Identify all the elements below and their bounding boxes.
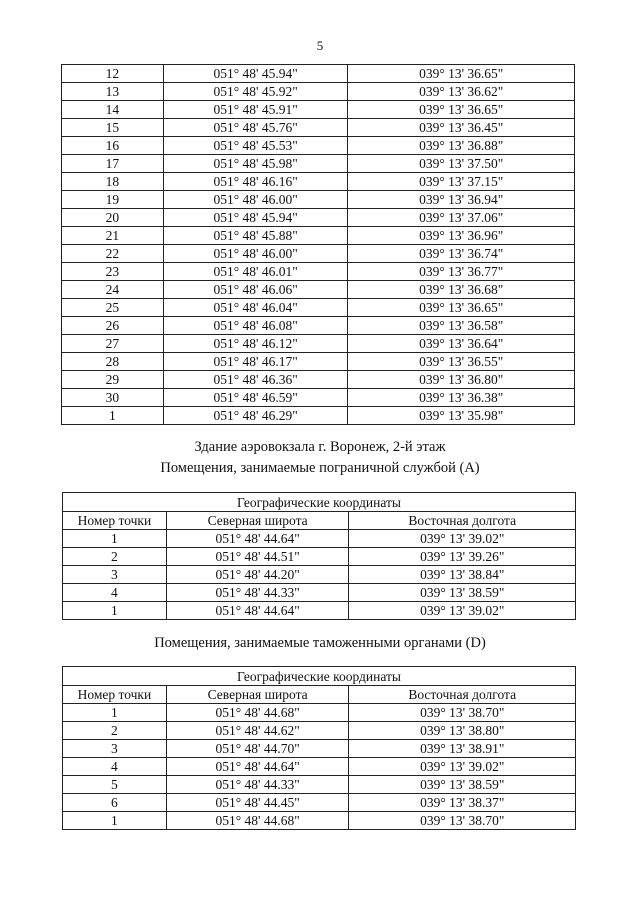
latitude-cell: 051° 48' 45.88" [163,227,348,245]
header-latitude: Северная широта [166,512,349,530]
longitude-cell: 039° 13' 36.68" [348,281,575,299]
table-row [62,281,575,299]
longitude-cell: 039° 13' 37.06" [348,209,575,227]
table-row [62,353,575,371]
latitude-cell: 051° 48' 46.04" [163,299,348,317]
table-row [62,371,575,389]
longitude-cell: 039° 13' 37.50" [348,155,575,173]
coordinates-table-border-service [62,492,576,620]
latitude-cell: 051° 48' 44.64" [166,602,349,620]
latitude-cell: 051° 48' 46.06" [163,281,348,299]
latitude-cell: 051° 48' 44.51" [166,548,349,566]
latitude-cell: 051° 48' 44.20" [166,566,349,584]
table-header-row [63,512,576,530]
table-body [63,667,576,830]
section-title: Здание аэровокзала г. Воронеж, 2-й этаж [194,439,446,455]
point-number-cell: 2 [63,548,167,566]
longitude-cell: 039° 13' 38.91" [349,740,576,758]
latitude-cell: 051° 48' 44.68" [166,812,349,830]
latitude-cell: 051° 48' 46.59" [163,389,348,407]
table-row [63,740,576,758]
longitude-cell: 039° 13' 36.45" [348,119,575,137]
point-number-cell: 26 [62,317,164,335]
longitude-cell: 039° 13' 36.96" [348,227,575,245]
table-header-row [63,686,576,704]
table-body [63,493,576,620]
longitude-cell: 039° 13' 36.65" [348,101,575,119]
table-row [63,812,576,830]
table-row [62,209,575,227]
table-group-header-row [63,667,576,686]
point-number-cell: 29 [62,371,164,389]
longitude-cell: 039° 13' 39.02" [349,530,576,548]
table-row [62,83,575,101]
header-point-number: Номер точки [63,686,167,704]
page-number: 5 [316,38,324,53]
latitude-cell: 051° 48' 44.70" [166,740,349,758]
table-row [63,602,576,620]
table-row [63,530,576,548]
table-row [62,263,575,281]
table-row [62,389,575,407]
coordinates-table-customs [62,666,576,830]
subsection-title-customs: Помещения, занимаемые таможенными органами (D) [154,635,486,651]
latitude-cell: 051° 48' 44.64" [166,530,349,548]
latitude-cell: 051° 48' 46.12" [163,335,348,353]
subsection-title-border-service: Помещения, занимаемые пограничной службой (A) [160,460,480,476]
latitude-cell: 051° 48' 45.94" [163,65,348,83]
header-latitude: Северная широта [166,686,349,704]
longitude-cell: 039° 13' 36.65" [348,299,575,317]
longitude-cell: 039° 13' 36.77" [348,263,575,281]
table-row [63,794,576,812]
longitude-cell: 039° 13' 36.80" [348,371,575,389]
latitude-cell: 051° 48' 44.33" [166,776,349,794]
header-point-number: Номер точки [63,512,167,530]
longitude-cell: 039° 13' 36.88" [348,137,575,155]
point-number-cell: 20 [62,209,164,227]
longitude-cell: 039° 13' 36.38" [348,389,575,407]
point-number-cell: 12 [62,65,164,83]
point-number-cell: 28 [62,353,164,371]
latitude-cell: 051° 48' 46.16" [163,173,348,191]
coordinates-table-continued [61,64,575,425]
table-row [63,704,576,722]
latitude-cell: 051° 48' 46.01" [163,263,348,281]
point-number-cell: 22 [62,245,164,263]
latitude-cell: 051° 48' 45.76" [163,119,348,137]
point-number-cell: 21 [62,227,164,245]
latitude-cell: 051° 48' 44.68" [166,704,349,722]
longitude-cell: 039° 13' 38.59" [349,584,576,602]
longitude-cell: 039° 13' 39.02" [349,758,576,776]
table-row [62,299,575,317]
point-number-cell: 15 [62,119,164,137]
table-row [62,407,575,425]
table-body [62,65,575,425]
table-row [62,335,575,353]
longitude-cell: 039° 13' 36.94" [348,191,575,209]
point-number-cell: 6 [63,794,167,812]
latitude-cell: 051° 48' 45.53" [163,137,348,155]
latitude-cell: 051° 48' 46.00" [163,245,348,263]
table-row [62,227,575,245]
table-row [62,173,575,191]
point-number-cell: 18 [62,173,164,191]
longitude-cell: 039° 13' 38.70" [349,812,576,830]
latitude-cell: 051° 48' 45.94" [163,209,348,227]
table-row [63,722,576,740]
table-row [62,137,575,155]
point-number-cell: 16 [62,137,164,155]
point-number-cell: 1 [63,704,167,722]
longitude-cell: 039° 13' 36.62" [348,83,575,101]
longitude-cell: 039° 13' 39.02" [349,602,576,620]
point-number-cell: 24 [62,281,164,299]
table-row [62,101,575,119]
latitude-cell: 051° 48' 44.64" [166,758,349,776]
point-number-cell: 1 [63,812,167,830]
table-row [62,65,575,83]
longitude-cell: 039° 13' 36.65" [348,65,575,83]
table-group-header-row [63,493,576,512]
point-number-cell: 13 [62,83,164,101]
header-longitude: Восточная долгота [349,512,576,530]
longitude-cell: 039° 13' 36.55" [348,353,575,371]
longitude-cell: 039° 13' 38.37" [349,794,576,812]
longitude-cell: 039° 13' 36.74" [348,245,575,263]
latitude-cell: 051° 48' 46.36" [163,371,348,389]
point-number-cell: 19 [62,191,164,209]
point-number-cell: 2 [63,722,167,740]
table-row [63,548,576,566]
table-row [62,155,575,173]
table-row [62,317,575,335]
point-number-cell: 14 [62,101,164,119]
point-number-cell: 3 [63,740,167,758]
table-row [62,191,575,209]
point-number-cell: 3 [63,566,167,584]
longitude-cell: 039° 13' 36.64" [348,335,575,353]
point-number-cell: 1 [62,407,164,425]
point-number-cell: 25 [62,299,164,317]
point-number-cell: 27 [62,335,164,353]
latitude-cell: 051° 48' 46.29" [163,407,348,425]
longitude-cell: 039° 13' 35.98" [348,407,575,425]
latitude-cell: 051° 48' 45.91" [163,101,348,119]
group-header-cell: Географические координаты [63,667,576,686]
group-header-cell: Географические координаты [63,493,576,512]
longitude-cell: 039° 13' 36.58" [348,317,575,335]
latitude-cell: 051° 48' 46.08" [163,317,348,335]
table-row [63,584,576,602]
point-number-cell: 23 [62,263,164,281]
point-number-cell: 1 [63,602,167,620]
table-row [63,776,576,794]
longitude-cell: 039° 13' 38.70" [349,704,576,722]
latitude-cell: 051° 48' 46.00" [163,191,348,209]
longitude-cell: 039° 13' 37.15" [348,173,575,191]
point-number-cell: 4 [63,758,167,776]
latitude-cell: 051° 48' 44.45" [166,794,349,812]
header-longitude: Восточная долгота [349,686,576,704]
point-number-cell: 17 [62,155,164,173]
table-row [62,119,575,137]
longitude-cell: 039° 13' 38.59" [349,776,576,794]
latitude-cell: 051° 48' 44.62" [166,722,349,740]
longitude-cell: 039° 13' 39.26" [349,548,576,566]
point-number-cell: 1 [63,530,167,548]
point-number-cell: 30 [62,389,164,407]
longitude-cell: 039° 13' 38.84" [349,566,576,584]
latitude-cell: 051° 48' 44.33" [166,584,349,602]
latitude-cell: 051° 48' 45.98" [163,155,348,173]
latitude-cell: 051° 48' 46.17" [163,353,348,371]
point-number-cell: 4 [63,584,167,602]
longitude-cell: 039° 13' 38.80" [349,722,576,740]
point-number-cell: 5 [63,776,167,794]
table-row [63,758,576,776]
table-row [62,245,575,263]
latitude-cell: 051° 48' 45.92" [163,83,348,101]
table-row [63,566,576,584]
